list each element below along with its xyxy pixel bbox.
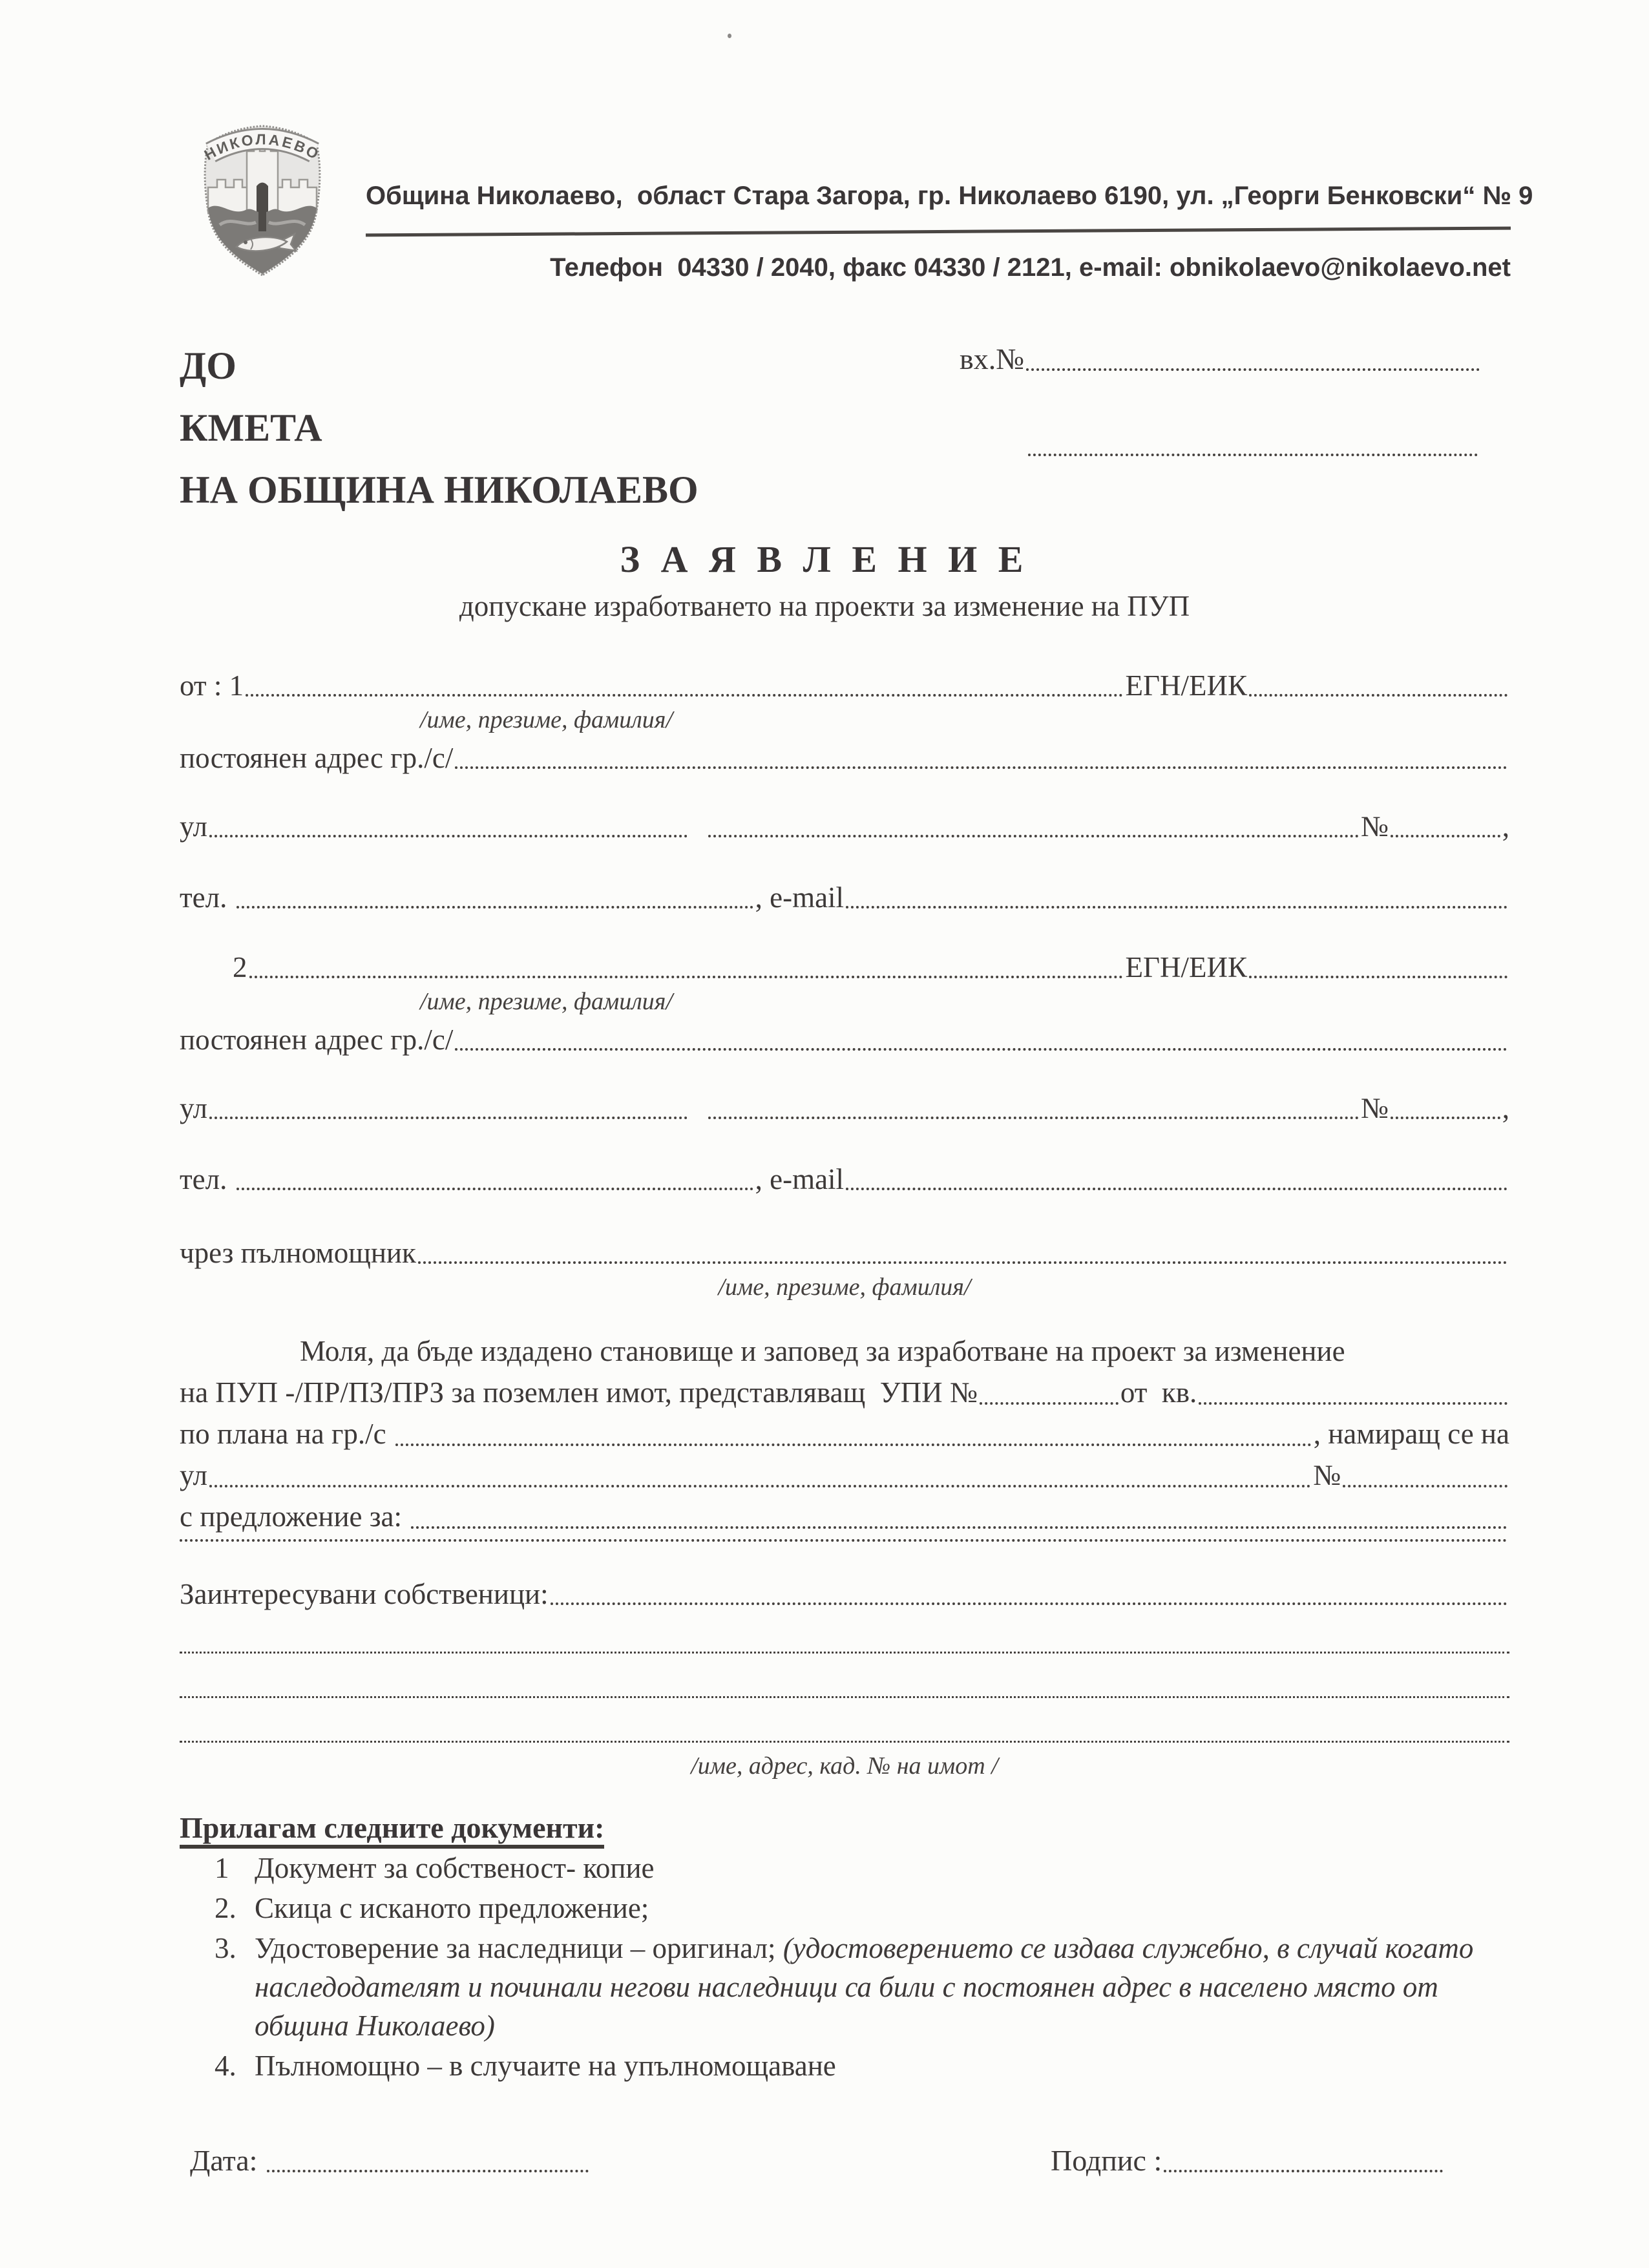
applicant2-prefix: 2 xyxy=(233,951,247,983)
request-upi-lead: на ПУП -/ПР/ПЗ/ПРЗ за поземлен имот, представляващ УПИ № xyxy=(180,1376,978,1409)
phone-label: тел. xyxy=(180,881,235,914)
street-no-label: № xyxy=(1360,810,1389,843)
document-item-number: 1 xyxy=(215,1852,229,1884)
request-street-field xyxy=(209,1485,1311,1487)
entry-number-label: вх.№ xyxy=(960,342,1025,375)
applicant2-address-row xyxy=(180,1022,1509,1057)
applicant2-street-field2 xyxy=(708,1117,1359,1119)
addressee-block xyxy=(180,335,698,521)
street-label: ул xyxy=(180,1092,207,1124)
date-field xyxy=(267,2170,589,2172)
phone-label: тел. xyxy=(180,1163,235,1195)
applicant2-name-row xyxy=(180,950,1509,985)
comma: , xyxy=(1502,810,1509,843)
upi-number-field xyxy=(980,1402,1119,1405)
document-item xyxy=(180,1929,1509,2045)
entry-number-row xyxy=(960,341,1482,377)
perm-address-label: постоянен адрес гр./с/ xyxy=(180,1024,454,1056)
email-label: , e-mail xyxy=(755,881,845,914)
request-line1: Моля, да бъде издадено становище и заповед за изработване на проект за изменение xyxy=(300,1335,1345,1367)
logo-banner-text: НИКОЛАЕВО xyxy=(201,131,324,163)
request-line3 xyxy=(180,1415,1509,1453)
signature-row xyxy=(1051,2143,1445,2179)
comma: , xyxy=(1502,1092,1509,1124)
perm-address-label: постоянен адрес гр./с/ xyxy=(180,742,454,774)
proxy-label: чрез пълномощник xyxy=(180,1237,416,1269)
form-subtitle: допускане изработването на проекти за изменение на ПУП xyxy=(459,590,1190,622)
applicant2-phone-row xyxy=(180,1162,1509,1197)
request-line5 xyxy=(180,1498,1509,1535)
proxy-row xyxy=(180,1235,1509,1270)
plan-tail: , намиращ се на xyxy=(1313,1418,1509,1450)
owners-field-line2 xyxy=(180,1622,1509,1654)
egn-label: ЕГН/ЕИК xyxy=(1125,669,1247,702)
owners-hint: /име, адрес, кад. № на имот / xyxy=(691,1752,998,1780)
request-line2 xyxy=(180,1374,1509,1411)
request-paragraph xyxy=(180,1332,1509,1548)
request-kv-label: от кв. xyxy=(1120,1376,1197,1409)
request-line6 xyxy=(180,1539,1509,1548)
applicant1-name-field xyxy=(246,694,1123,697)
name-hint: /име, презиме, фамилия/ xyxy=(420,988,673,1015)
applicant1-name-row xyxy=(180,668,1509,703)
documents-heading: Прилагам следните документи: xyxy=(180,1809,1509,1847)
document-item-text: Пълномощно – в случаите на упълномощаване xyxy=(255,2050,836,2082)
name-hint: /име, презиме, фамилия/ xyxy=(420,706,673,733)
entry-number-field xyxy=(1026,368,1480,371)
email-label: , e-mail xyxy=(755,1163,845,1195)
document-item-text: Документ за собственост- копие xyxy=(255,1852,655,1884)
applicant2-address-field xyxy=(455,1048,1507,1051)
request-line4 xyxy=(180,1456,1509,1494)
municipality-coat-of-arms xyxy=(191,111,333,279)
plan-town-field xyxy=(395,1444,1312,1446)
applicant1-egn-field xyxy=(1249,694,1507,697)
kv-number-field xyxy=(1199,1402,1507,1405)
applicant1-street-field xyxy=(209,835,688,837)
owners-label: Заинтересувани собственици: xyxy=(180,1578,549,1610)
document-item xyxy=(180,2046,1509,2085)
scan-speck xyxy=(728,34,731,38)
applicant1-street-no-field xyxy=(1391,835,1500,837)
egn-label: ЕГН/ЕИК xyxy=(1125,951,1247,983)
owners-field xyxy=(551,1602,1507,1605)
applicant1-address-row xyxy=(180,740,1509,775)
applicant1-street-row xyxy=(180,809,1509,844)
document-item-text: Скица с исканото предложение; xyxy=(255,1892,649,1924)
request-street-no-field xyxy=(1343,1485,1507,1487)
proposal-field-continued xyxy=(180,1539,1507,1542)
letterhead-contacts: Телефон 04330 / 2040, факс 04330 / 2121, e-mail: obnikolaevo@nikolaevo.net xyxy=(550,253,1511,282)
proxy-name-field xyxy=(418,1261,1507,1264)
date-label: Дата: xyxy=(190,2144,265,2177)
applicant1-address-field xyxy=(455,766,1507,769)
date-row xyxy=(190,2143,591,2179)
request-street-label: ул xyxy=(180,1459,207,1491)
applicant2-email-field xyxy=(846,1188,1507,1190)
document-item-number: 3. xyxy=(215,1932,236,1964)
addressee-to: ДО xyxy=(180,344,236,387)
applicant2-street-field xyxy=(209,1117,688,1119)
document-item xyxy=(180,1889,1509,1927)
applicant2-name-field xyxy=(249,976,1124,978)
applicant1-phone-field xyxy=(236,906,753,908)
applicant2-street-no-field xyxy=(1391,1117,1500,1119)
addressee-municipality: НА ОБЩИНА НИКОЛАЕВО xyxy=(180,468,698,511)
street-label: ул xyxy=(180,810,207,843)
plan-lead: по плана на гр./с xyxy=(180,1418,394,1450)
signature-field xyxy=(1164,2170,1443,2172)
entry-number-block xyxy=(960,341,1482,456)
applicant1-email-field xyxy=(846,906,1507,908)
form-title: З А Я В Л Е Н И Е xyxy=(620,538,1029,580)
letterhead-divider xyxy=(366,227,1511,237)
document-item-text: Удостоверение за наследници – оригинал; (удостоверението се издава служебно, в случай когато наследодателят и починали негови наследници са били с постоянен адрес в населено място от община Николаево) xyxy=(255,1932,1474,2042)
request-street-no-label: № xyxy=(1313,1459,1341,1491)
applicant2-egn-field xyxy=(1249,976,1507,978)
door-shadow xyxy=(258,212,266,231)
document-item xyxy=(180,1849,1509,1887)
letterhead xyxy=(366,180,1533,284)
owners-row xyxy=(180,1577,1509,1612)
applicant1-phone-row xyxy=(180,880,1509,915)
applicant1-street-field2 xyxy=(708,835,1359,837)
document-item-number: 2. xyxy=(215,1892,236,1924)
entry-date-field xyxy=(1028,454,1478,456)
street-no-label: № xyxy=(1360,1092,1389,1124)
form-body xyxy=(180,654,1509,2085)
applicant2-phone-field xyxy=(236,1188,753,1190)
signature-label: Подпис : xyxy=(1051,2144,1162,2177)
owners-field-line3 xyxy=(180,1666,1509,1698)
addressee-mayor: КМЕТА xyxy=(180,406,322,449)
document-item-number: 4. xyxy=(215,2050,236,2082)
letterhead-address: Община Николаево, област Стара Загора, гр. Николаево 6190, ул. „Георги Бенковски“ № 9 xyxy=(366,182,1533,210)
owners-field-line4 xyxy=(180,1711,1509,1743)
applicant2-street-row xyxy=(180,1091,1509,1126)
proposal-field xyxy=(411,1526,1507,1529)
applicant1-prefix: от : 1 xyxy=(180,669,244,702)
proposal-label: с предложение за: xyxy=(180,1500,410,1533)
proxy-name-hint: /име, презиме, фамилия/ xyxy=(718,1274,971,1301)
tower-door xyxy=(257,183,268,214)
